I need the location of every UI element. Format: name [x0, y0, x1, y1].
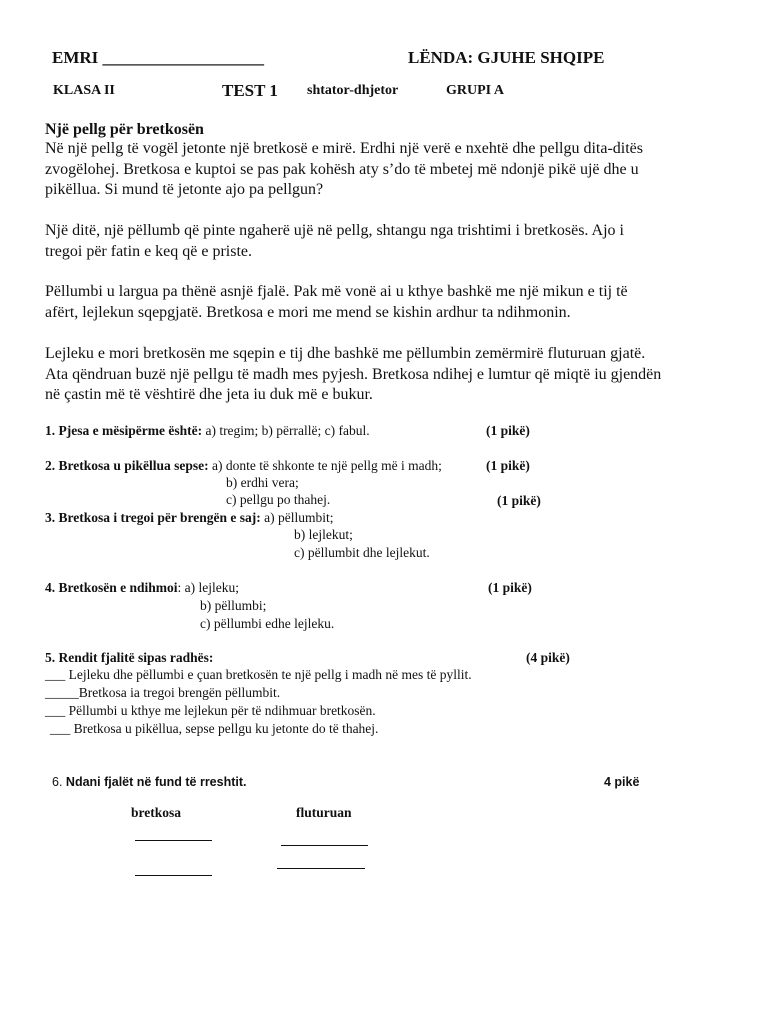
- story-paragraph: [45, 282, 735, 323]
- question-1-prompt: 1. Pjesa e mësipërme është:: [45, 423, 203, 438]
- ordering-item[interactable]: ___ Bretkosa u pikëllua, sepse pellgu ku jetonte do të thahej.: [50, 721, 379, 736]
- story-line: Pëllumbi u largua pa thënë asnjë fjalë. Pak më vonë ai u kthye bashkë me një mikun e tij të: [45, 283, 628, 300]
- question-2-prompt: 2. Bretkosa u pikëllua sepse:: [45, 458, 209, 473]
- question-1-points: (1 pikë): [486, 423, 530, 438]
- ordering-item[interactable]: ___ Pëllumbi u kthye me lejlekun për të ndihmuar bretkosën.: [45, 703, 376, 718]
- question-2-option-c: c) pellgu po thahej.: [226, 492, 331, 507]
- answer-line[interactable]: [277, 868, 365, 869]
- question-4-points: (1 pikë): [488, 580, 532, 595]
- word-fluturuan: fluturuan: [296, 805, 352, 820]
- question-3-points: (1 pikë): [497, 493, 541, 508]
- question-6-number: 6.: [52, 775, 63, 789]
- question-2-points: (1 pikë): [486, 458, 530, 473]
- question-4-prompt: 4. Bretkosën e ndihmoi: [45, 580, 178, 595]
- question-6: [52, 775, 247, 789]
- story-paragraph: [45, 344, 735, 406]
- group-label: GRUPI A: [446, 83, 504, 98]
- question-3-option-a: a) pëllumbit;: [264, 510, 334, 525]
- class-label: KLASA II: [53, 83, 115, 98]
- question-5-prompt: 5. Rendit fjalitë sipas radhës:: [45, 650, 214, 665]
- answer-line[interactable]: [135, 875, 212, 876]
- story-line: Në një pellg të vogël jetonte një bretkosë e mirë. Erdhi një verë e nxehtë dhe pellgu dita-ditës: [45, 140, 644, 157]
- question-2: [45, 458, 442, 474]
- question-6-prompt: Ndani fjalët në fund të rreshtit.: [65, 775, 247, 789]
- question-3-option-b: b) lejlekut;: [294, 527, 353, 542]
- name-field-label: EMRI ___________________: [52, 48, 265, 67]
- answer-line[interactable]: [281, 845, 368, 846]
- question-6-points: 4 pikë: [604, 775, 640, 789]
- story-line: Një ditë, një pëllumb që pinte ngaherë ujë në pellg, shtangu nga trishtimi i bretkosës. Ajo i: [45, 222, 624, 239]
- question-4: [45, 580, 239, 596]
- story-line: zvogëlohej. Bretkosa e kuptoi se pas pak kohësh aty s’do të mbetej më ndonjë pikë ujë dhe u: [45, 160, 639, 178]
- ordering-item[interactable]: ___ Lejleku dhe pëllumbi e çuan bretkosën te një pellg i madh në mes të pyllit.: [45, 667, 472, 682]
- question-4-option-c: c) pëllumbi edhe lejleku.: [200, 616, 335, 631]
- question-4-option-b: b) pëllumbi;: [200, 598, 267, 613]
- question-5-points: (4 pikë): [526, 650, 570, 665]
- story-line: Lejleku e mori bretkosën me sqepin e tij dhe bashkë me pëllumbin zemërmirë fluturuan gjatë.: [45, 345, 646, 362]
- question-1-options: a) tregim; b) përrallë; c) fabul.: [205, 423, 370, 438]
- question-4-option-a: : a) lejleku;: [177, 580, 239, 595]
- subject-label: LËNDA: GJUHE SHQIPE: [408, 48, 605, 67]
- period-label: shtator-dhjetor: [307, 83, 399, 98]
- story-line: afërt, lejlekun sqepgjatë. Bretkosa e mori me mend se kishin ardhur ta ndihmonin.: [45, 303, 571, 321]
- question-2-option-a: a) donte të shkonte te një pellg më i madh;: [212, 458, 442, 473]
- story-line: tregoi për fatin e keq që e priste.: [45, 242, 253, 260]
- test-label: TEST 1: [222, 81, 278, 100]
- word-bretkosa: bretkosa: [131, 805, 182, 820]
- question-3-prompt: 3. Bretkosa i tregoi për brengën e saj:: [45, 510, 261, 525]
- story-line: Ata qëndruan buzë një pellgu të madh mes pyjesh. Bretkosa ndihej e lumtur që miqtë iu gjendën: [45, 365, 662, 383]
- question-1: [45, 423, 370, 439]
- story-paragraph: [45, 221, 735, 262]
- story-line: pikëllua. Si mund të jetonte ajo pa pellgun?: [45, 181, 324, 198]
- answer-line[interactable]: [135, 840, 212, 841]
- question-3-option-c: c) pëllumbit dhe lejlekut.: [294, 545, 430, 560]
- ordering-item[interactable]: _____Bretkosa ia tregoi brengën pëllumbit.: [45, 685, 281, 700]
- question-2-option-b: b) erdhi vera;: [226, 475, 299, 490]
- question-3: [45, 510, 333, 526]
- story-paragraph: [45, 139, 735, 201]
- story-title: Një pellg për bretkosën: [45, 121, 204, 138]
- story-line: në çastin më të vështirë dhe jeta iu duk më e bukur.: [45, 386, 373, 403]
